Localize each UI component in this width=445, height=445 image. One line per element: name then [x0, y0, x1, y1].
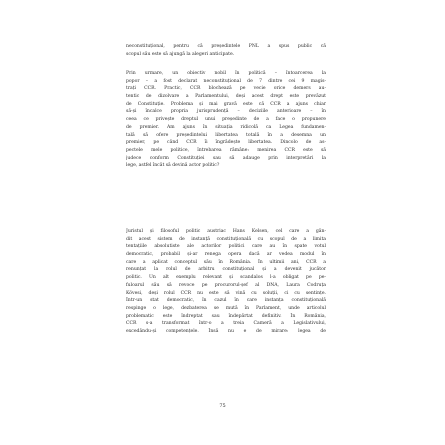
text-line: renunțat la rolul de arbitru constituțional și a devenit jucător: [126, 267, 326, 273]
text-line: tentic de dizolvare a Parlamentului, deși acest drept este prevăzut: [126, 94, 326, 100]
text-line: de premier. Am ajuns în situația ridicolă ca Legea fundamen-: [126, 124, 326, 130]
text-line: care a aplicat conceptul său în România. În ultimii ani, CCR a: [126, 259, 326, 265]
text-line: de Constituție. Problema și mai gravă este că CCR a ajuns chiar: [126, 101, 326, 107]
top-paragraph: [126, 43, 326, 58]
text-line: fuloarul său să revoce pe procurorul-șef al DNA, Laura Codruța: [126, 282, 326, 288]
text-line: CCR s-a transformat într-o a treia Cameră a Legislativului,: [126, 321, 326, 327]
text-line: tentațiile absolutiste ale actorilor politici care au în spate votul: [126, 244, 326, 250]
text-line: politic. Un alt exemplu relevant și scandalos l-a obligat pe pe-: [126, 275, 326, 281]
text-line: Prin urmare, un obiectiv nobil în politică – întoarcerea la: [126, 71, 326, 76]
paragraph-kelsen: [126, 228, 326, 336]
paragraph-ccr-decision: [126, 70, 326, 170]
text-line: neconstituțional, pentru că președintele PNL a spus public că: [126, 44, 326, 49]
text-line: lege, astfel încât să devină actor politic?: [126, 163, 220, 169]
text-line: excedându-și competențele. Însă nu e de mirare: legea de: [126, 328, 326, 334]
text-line: dit acest sistem de instanță constituțională cu scopul de a limita: [126, 236, 326, 242]
text-line: pectele mele politice, întrebarea rămâne: menirea CCR este să: [126, 147, 326, 153]
text-line: Juristul și filosoful politic austriac Hans Kelsen, cel care a gân-: [126, 229, 326, 234]
page-number: 75: [219, 403, 226, 409]
text-line: Kövesi, deși rolul CCR nu este să vină cu soluții, ci cu sentințe.: [126, 290, 326, 296]
text-line: trați CCR. Practic, CCR blochează pe vecie orice demers au-: [126, 86, 326, 92]
text-line: scopul său este să ajungă la alegeri anticipate.: [126, 51, 235, 57]
text-line: Într-un stat democratic, în cazul în care instanța constituțională: [126, 298, 326, 304]
text-line: să-și încalce propria jurisprudență – deciziile anterioare – în: [126, 109, 326, 115]
text-line: tală să ofere președintelui libertatea totală în a desemna un: [126, 132, 326, 138]
text-line: ceea ce privește dreptul unui președinte de a face o propunere: [126, 117, 326, 123]
text-line: problematic este îndreptat sau îndepărtat definitiv. În România,: [126, 313, 326, 319]
text-line: respinge o lege, dezbaterea se mută în Parlament, unde articolul: [126, 305, 326, 311]
text-line: judece conform Constituției sau să adauge prin interpretări la: [126, 155, 326, 161]
text-line: premier, pe când CCR îi îngrădește libertatea. Dincolo de as-: [126, 140, 326, 146]
text-line: democratic, probabil și-ar renega opera dacă ar vedea modul în: [126, 252, 326, 258]
text-line: popor – a fost declarat neconstituțional de 7 dintre cei 9 magis-: [126, 78, 326, 84]
